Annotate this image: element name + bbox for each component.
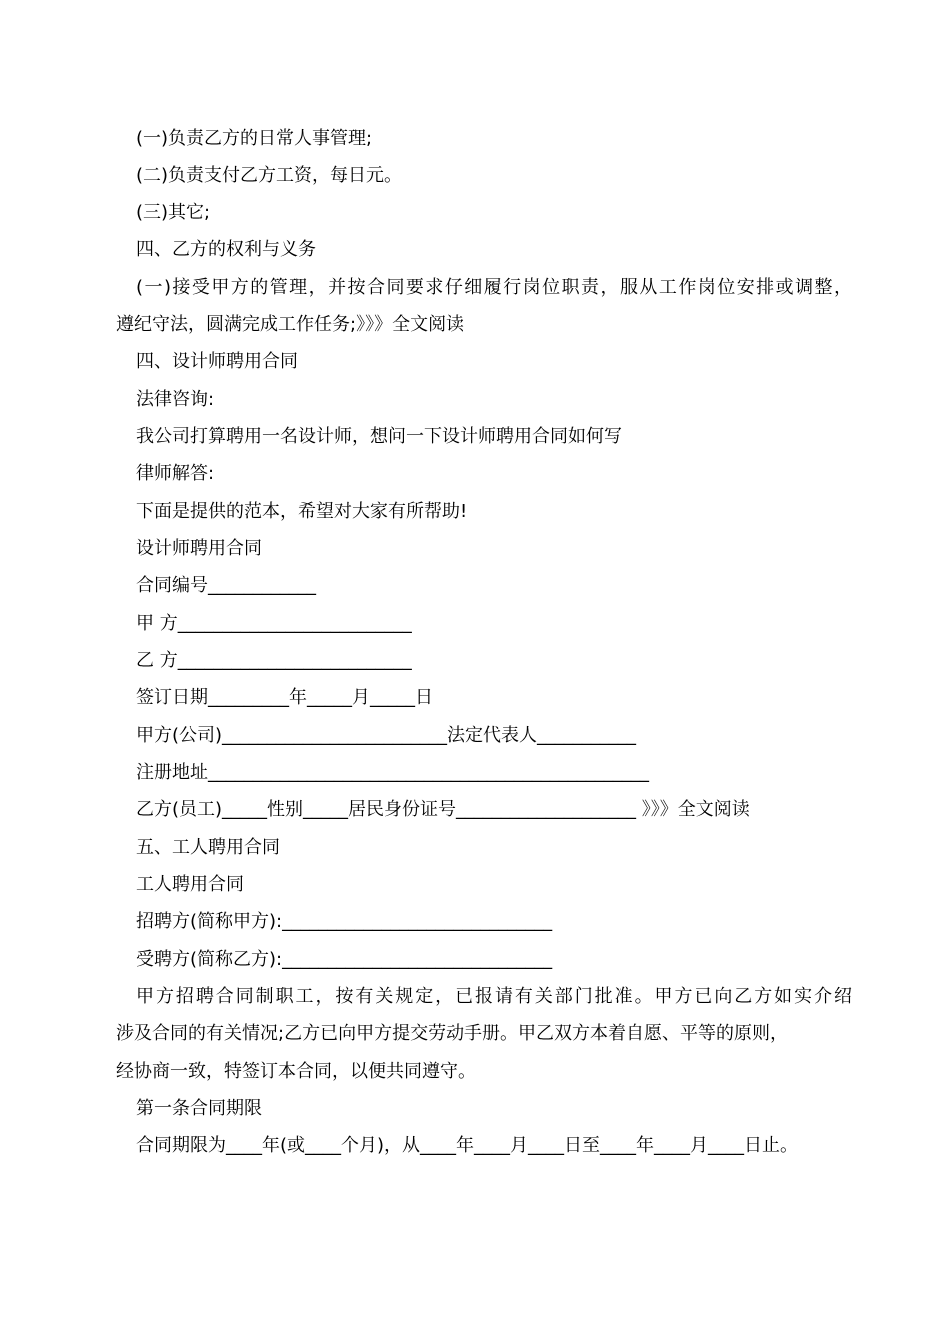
paragraph-line: 经协商一致，特签订本合同，以便共同遵守。 [116, 1061, 476, 1082]
contract-title: 工人聘用合同 [136, 874, 244, 895]
form-field-line: 甲 方__________________________ [136, 613, 412, 634]
form-field-line: 受聘方(简称乙方):______________________________ [136, 949, 553, 970]
form-field-line: 乙 方__________________________ [136, 650, 412, 671]
form-field-line: 甲方(公司)_________________________法定代表人___________ [136, 725, 637, 746]
form-field-line: 招聘方(简称甲方):______________________________ [136, 911, 553, 932]
form-field-line: 注册地址_________________________________________________ [136, 762, 649, 783]
paragraph-line: 合同期限为____年(或____个月)，从____年____月____日至____年____月____日止。 [136, 1135, 799, 1156]
paragraph-line: 涉及合同的有关情况;乙方已向甲方提交劳动手册。甲乙双方本着自愿、平等的原则， [116, 1023, 789, 1044]
form-field-line: 签订日期_________年_____月_____日 [136, 687, 433, 708]
paragraph-line: 甲方招聘合同制职工，按有关规定，已报请有关部门批准。甲方已向乙方如实介绍 [136, 986, 852, 1007]
contract-title: 设计师聘用合同 [136, 538, 262, 559]
qa-label: 律师解答: [136, 463, 215, 484]
paragraph-line: 下面是提供的范本，希望对大家有所帮助! [136, 501, 468, 522]
article-heading: 第一条合同期限 [136, 1098, 262, 1119]
paragraph-line: 我公司打算聘用一名设计师，想问一下设计师聘用合同如何写 [136, 426, 622, 447]
section-heading: 四、乙方的权利与义务 [136, 239, 316, 260]
form-field-line: 合同编号____________ [136, 575, 316, 596]
section-heading: 四、设计师聘用合同 [136, 351, 298, 372]
clause-line: (二)负责支付乙方工资，每日元。 [136, 165, 403, 186]
section-heading: 五、工人聘用合同 [136, 837, 280, 858]
paragraph-line: 遵纪守法，圆满完成工作任务;》》》全文阅读 [116, 314, 465, 335]
form-field-line: 乙方(员工)_____性别_____居民身份证号____________________ 》》》全文阅读 [136, 799, 750, 820]
paragraph-line: (一)接受甲方的管理，并按合同要求仔细履行岗位职责，服从工作岗位安排或调整， [136, 277, 852, 298]
qa-label: 法律咨询: [136, 389, 215, 410]
clause-line: (三)其它; [136, 202, 211, 223]
clause-line: (一)负责乙方的日常人事管理; [136, 128, 373, 149]
